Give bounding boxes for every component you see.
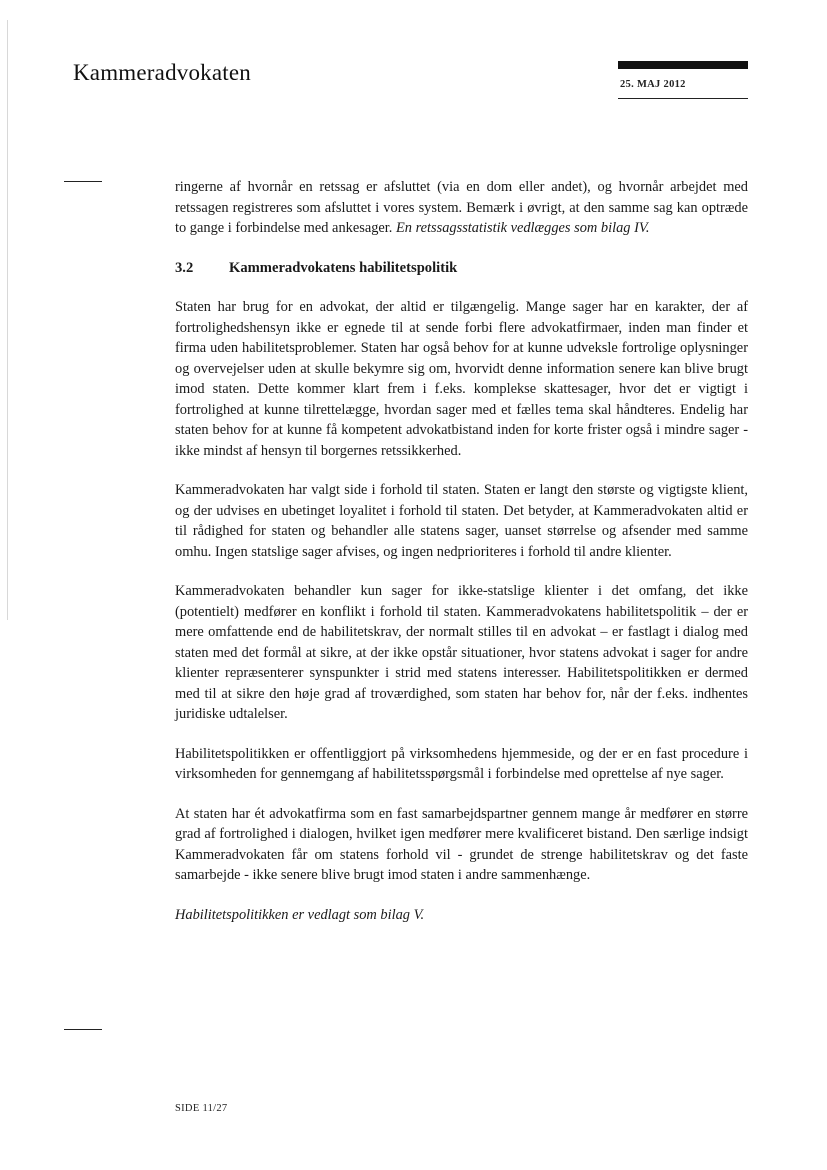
paragraph-1: Staten har brug for en advokat, der altid er tilgængelig. Mange sager har en karakter, der af fortrolighedshensyn ikke er egnede til at sende forbi flere advokatfirmaer, inden man finder et firma uden habilitetsproblemer. Staten har også behov for at kunne udveksle fortrolige oplysninger og overvejelser uden at skulle bekymre sig om, hvorvidt denne information senere kan blive brugt imod staten. Dette kommer klart frem i f.eks. komplekse skattesager, hvor det er vigtigt i fortrolighed at kunne tilrettelægge, hvordan sager med et fælles tema skal håndteres. Endelig har staten behov for at kunne få kompetent advokatbistand inden for korte frister også i mindre sager - ikke mindst af hensyn til borgernes retssikkerhed. [175, 299, 748, 459]
paragraph-3: Kammeradvokaten behandler kun sager for ikke-statslige klienter i det omfang, det ikke (potentielt) medfører en konflikt i forhold til staten. Kammeradvokatens habilitetspolitik – der er mere omfattende end de habilitetskrav, der normalt stilles til en advokat – er fastlagt i dialog med staten med det formål at sikre, at der ikke opstår situationer, hvor statens advokat i sager for andre klienter repræsenterer synspunkter i strid med statens interesser. Habilitetspolitikken er dermed med til at sikre den høje grad af troværdighed, som staten har behov for, når der f.eks. indhentes juridiske udtalelser. [175, 583, 748, 722]
closing-italic-note: Habilitetspolitikken er vedlagt som bilag V. [175, 906, 425, 923]
scan-edge-line [7, 20, 8, 620]
header-bar [618, 61, 748, 69]
brand-name: Kammeradvokaten [73, 60, 251, 85]
section-number: 3.2 [175, 259, 194, 276]
page-number: SIDE 11/27 [175, 1103, 228, 1114]
intro-text: ringerne af hvornår en retssag er afsluttet (via en dom eller andet), og hvornår arbejdet med retssagen registreres som afsluttet i vores system. Bemærk i øvrigt, at den samme sag kan optræde to gange i forbindelse med ankesager. [175, 179, 748, 236]
margin-mark-top [64, 181, 102, 182]
date-divider [618, 98, 748, 99]
intro-paragraph [175, 177, 748, 239]
paragraph-2: Kammeradvokaten har valgt side i forhold til staten. Staten er langt den største og vigtigste klient, og der udvises en ubetinget loyalitet i forhold til staten. Det betyder, at Kammeradvokaten altid er til rådighed for staten og behandler alle statens sager, uanset størrelse og afsender med samme omhu. Ingen statslige sager afvises, og ingen nedprioriteres i forhold til andre klienter. [175, 482, 748, 560]
margin-mark-bottom [64, 1029, 102, 1030]
section-title: Kammeradvokatens habilitetspolitik [229, 259, 458, 276]
intro-italic-note: En retssagsstatistik vedlægges som bilag IV. [395, 220, 650, 236]
paragraph-5: At staten har ét advokatfirma som en fast samarbejdspartner gennem mange år medfører en større grad af fortrolighed i dialogen, hvilket igen medfører mere kvalificeret bistand. Den særlige indsigt Kammeradvokaten får om statens forhold vil - grundet de strenge habilitetskrav og det faste samarbejde - ikke senere blive brugt imod staten i andre sammenhænge. [175, 805, 748, 883]
document-date: 25. MAJ 2012 [620, 79, 686, 90]
section-heading [175, 258, 748, 279]
paragraph-4: Habilitetspolitikken er offentliggjort på virksomhedens hjemmeside, og der er en fast procedure i virksomheden for gennemgang af habilitetsspørgsmål i forbindelse med oprettelse af nye sager. [175, 745, 748, 782]
document-body [175, 177, 748, 944]
